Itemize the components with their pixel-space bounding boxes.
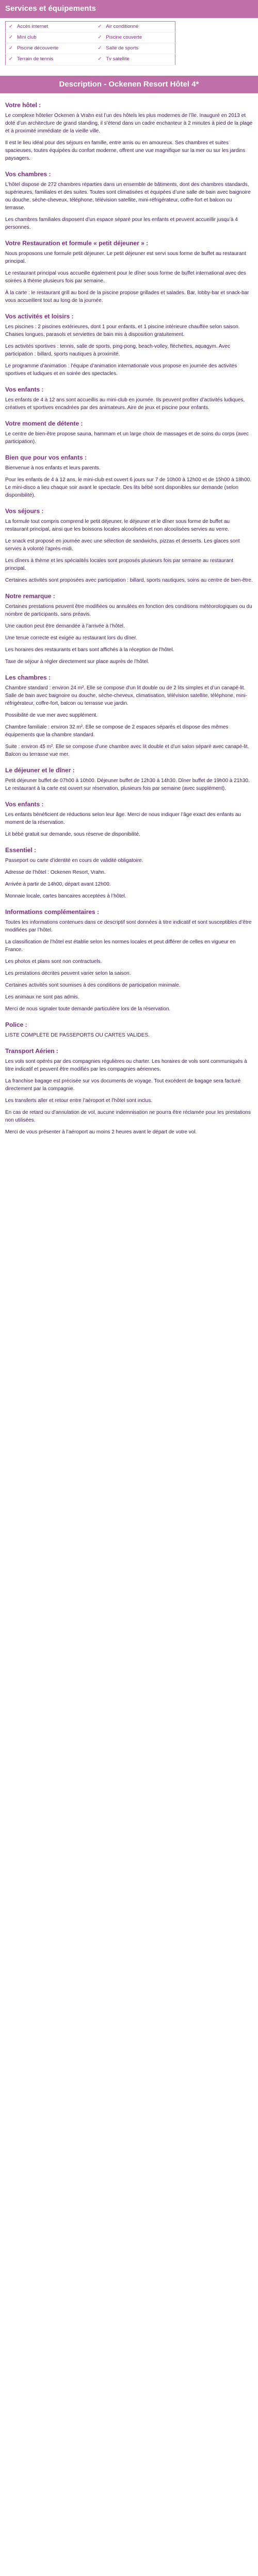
section-heading: Votre hôtel : [5, 101, 41, 109]
service-label: Piscine couverte [106, 34, 142, 40]
service-label: Tv satellite [106, 56, 130, 62]
section-paragraph: Une caution peut être demandée à l’arrivée à l’hôtel. [5, 623, 125, 629]
section-paragraph: En cas de retard ou d’annulation de vol, aucune indemnisation ne pourra être réclamée pour les prestations non utilisées. [5, 1110, 251, 1123]
section-paragraph: Pour les enfants de 4 à 12 ans, le mini-club est ouvert 6 jours sur 7 de 10h00 à 12h00 et de 15h00 à 18h00. Le mini-disco a lieu chaque soir avant le spectacle. Des lits bébé sont disponibles sur demande (selon disponibilité). [5, 477, 251, 498]
service-item [94, 21, 175, 32]
section-paragraph: Une tenue correcte est exigée au restaurant lors du dîner. [5, 635, 137, 641]
section-paragraph: Le complexe hôtelier Ockenen à Vrahn est l’un des hôtels les plus modernes de l’île. Inauguré en 2013 et doté d’un architecture de grand standing, il s’étend dans un cadre enchanteur à 2 minutes à pied de la plage et à proximité immédiate de la vieille ville. [5, 113, 253, 134]
check-icon: ✓ [98, 34, 102, 40]
section-paragraph: Les animaux ne sont pas admis. [5, 994, 79, 1000]
service-row [6, 54, 175, 65]
section-paragraph: LISTE COMPLÈTE DE PASSEPORTS OU CARTES VALIDES. [5, 1032, 150, 1038]
section-paragraph: Les piscines : 2 piscines extérieures, dont 1 pour enfants, et 1 piscine intérieure chauffée selon saison. Chaises longues, parasols et serviettes de bain mis à disposition gratuitement. [5, 324, 240, 337]
section-paragraph: Possibilité de vue mer avec supplément. [5, 713, 98, 718]
check-icon: ✓ [9, 34, 13, 40]
section-heading: Vos chambres : [5, 171, 51, 178]
check-icon: ✓ [9, 23, 13, 29]
section-heading: Le déjeuner et le dîner : [5, 767, 75, 774]
description-title: Description - Ockenen Resort Hôtel 4* [0, 76, 258, 94]
section-paragraph: Les vols sont opérés par des compagnies régulières ou charter. Les horaires de vols sont communiqués à titre indicatif et peuvent être modifiés par les compagnies aériennes. [5, 1059, 247, 1072]
section-heading: Police : [5, 1021, 27, 1028]
section-paragraph: Toutes les informations contenues dans ce descriptif sont données à titre indicatif et sont susceptibles d’être modifiées par l’hôtel. [5, 920, 252, 933]
check-icon: ✓ [9, 45, 13, 51]
section-heading: Vos enfants : [5, 386, 44, 393]
section-paragraph: Petit déjeuner buffet de 07h00 à 10h00. Déjeuner buffet de 12h30 à 14h30. Dîner buffet de 19h00 à 21h30. Le restaurant à la carte est ouvert sur réservation, plusieurs fois par semaine (avec supplément). [5, 778, 250, 791]
section-paragraph: Les chambres familiales disposent d’un espace séparé pour les enfants et peuvent accueillir jusqu’à 4 personnes. [5, 217, 238, 230]
section-paragraph: Bienvenue à nos enfants et leurs parents. [5, 465, 101, 471]
section-paragraph: Le programme d’animation : l’équipe d’animation internationale vous propose en journée des activités sportives et ludiques et en soirée des spectacles. [5, 363, 237, 377]
check-icon: ✓ [98, 56, 102, 62]
services-title: Services et équipements [0, 0, 258, 18]
section-paragraph: Les transferts aller et retour entre l’aéroport et l’hôtel sont inclus. [5, 1098, 153, 1104]
check-icon: ✓ [9, 56, 13, 62]
section-paragraph: Les enfants de 4 à 12 ans sont accueillis au mini-club en journée. Ils peuvent profiter d’activités ludiques, créatives et sportives encadrées par des animateurs. Aire de jeux et piscine pour enfants. [5, 397, 245, 411]
section-paragraph: Les prestations décrites peuvent varier selon la saison. [5, 971, 131, 976]
section-paragraph: Adresse de l’hôtel : Ockenen Resort, Vrahn. [5, 870, 106, 875]
section-heading: Les chambres : [5, 674, 51, 681]
section-paragraph: Certaines prestations peuvent être modifiées ou annulées en fonction des conditions météorologiques ou du nombre de participants, sans préavis. [5, 604, 252, 617]
service-item [6, 43, 95, 54]
service-label: Piscine découverte [17, 45, 59, 51]
service-label: Salle de sports [106, 45, 139, 51]
section-paragraph: Suite : environ 45 m². Elle se compose d’une chambre avec lit double et d’un salon séparé avec canapé-lit. Balcon ou terrasse vue mer. [5, 744, 249, 757]
check-icon: ✓ [98, 23, 102, 29]
description-body [0, 100, 258, 1136]
service-label: Accès internet [17, 23, 49, 29]
section-paragraph: Les dîners à thème et les spécialités locales sont proposés plusieurs fois par semaine au restaurant principal. [5, 558, 233, 571]
service-label: Air conditionné [106, 23, 139, 29]
section-heading: Bien que pour vos enfants : [5, 454, 87, 461]
section-paragraph: Taxe de séjour à régler directement sur place auprès de l’hôtel. [5, 659, 150, 665]
section-paragraph: Le centre de bien-être propose sauna, hammam et un large choix de massages et de soins du corps (avec participation). [5, 431, 249, 445]
service-item [94, 32, 175, 43]
section-heading: Notre remarque : [5, 592, 55, 600]
section-heading: Vos activités et loisirs : [5, 313, 74, 320]
section-paragraph: L’hôtel dispose de 272 chambres réparties dans un ensemble de bâtiments, dont des chambres standards, supérieures, familiales et des suites. Toutes sont climatisées et équipées d’une salle de bain avec baignoire ou douche, sèche-cheveux, téléphone, télévision satellite, mini-réfrigérateur, coffre-fort et balcon ou terrasse. [5, 182, 251, 211]
services-table [5, 21, 175, 65]
section-paragraph: Chambre familiale : environ 32 m². Elle se compose de 2 espaces séparés et dispose des mêmes équipements que la chambre standard. [5, 724, 229, 738]
section-paragraph: Merci de nous signaler toute demande particulière lors de la réservation. [5, 1006, 171, 1012]
service-label: Terrain de tennis [17, 56, 54, 62]
section-paragraph: Monnaie locale, cartes bancaires acceptées à l’hôtel. [5, 893, 126, 899]
service-item [6, 21, 95, 32]
service-row [6, 32, 175, 43]
section-heading: Transport Aérien : [5, 1047, 58, 1055]
check-icon: ✓ [98, 45, 102, 51]
service-row [6, 21, 175, 32]
section-heading: Vos séjours : [5, 507, 44, 515]
section-paragraph: Le snack est proposé en journée avec une sélection de sandwichs, pizzas et desserts. Les glaces sont servies à volonté l’après-midi. [5, 538, 240, 552]
section-heading: Votre Restauration et formule « petit déjeuner » : [5, 240, 149, 247]
section-paragraph: La classification de l’hôtel est établie selon les normes locales et peut différer de celles en vigueur en France. [5, 939, 236, 953]
section-paragraph: Les activités sportives : tennis, salle de sports, ping-pong, beach-volley, fléchettes, aquagym. Avec participation : billard, sports nautiques à proximité. [5, 344, 230, 357]
section-paragraph: Certaines activités sont proposées avec participation : billard, sports nautiques, soins au centre de bien-être. [5, 578, 253, 583]
section-paragraph: Il est le lieu idéal pour des séjours en famille, entre amis ou en amoureux. Ses chambres et suites spacieuses, toutes équipées du confort moderne, offrent une vue magnifique sur la mer ou sur les jardins paysagers. [5, 140, 246, 161]
service-item [94, 54, 175, 65]
section-paragraph: Passeport ou carte d’identité en cours de validité obligatoire. [5, 858, 143, 863]
section-paragraph: Les enfants bénéficient de réductions selon leur âge. Merci de nous indiquer l’âge exact des enfants au moment de la réservation. [5, 812, 241, 825]
section-paragraph: Les horaires des restaurants et bars sont affichés à la réception de l’hôtel. [5, 647, 174, 653]
section-paragraph: La formule tout compris comprend le petit déjeuner, le déjeuner et le dîner sous forme de buffet au restaurant principal, ainsi que les boissons locales alcoolisées et non alcoolisées servies au verre. [5, 519, 230, 532]
section-paragraph: Les photos et plans sont non contractuels. [5, 959, 102, 964]
section-heading: Votre moment de détente : [5, 420, 83, 427]
service-row [6, 43, 175, 54]
page [0, 0, 258, 1136]
service-label: Mini club [17, 34, 37, 40]
section-paragraph: Arrivée à partir de 14h00, départ avant 12h00. [5, 882, 111, 887]
section-heading: Vos enfants : [5, 801, 44, 808]
service-item [6, 54, 95, 65]
section-paragraph: Lit bébé gratuit sur demande, sous réserve de disponibilité. [5, 832, 140, 837]
section-heading: Essentiel : [5, 846, 37, 854]
section-paragraph: Chambre standard : environ 24 m². Elle se compose d’un lit double ou de 2 lits simples et d’un canapé-lit. Salle de bain avec baignoire ou douche, sèche-cheveux, climatisation, télévision satellite, téléphone, mini-réfrigérateur, coffre-fort, balcon ou terrasse vue jardin. [5, 685, 248, 706]
service-item [94, 43, 175, 54]
section-paragraph: Merci de vous présenter à l’aéroport au moins 2 heures avant le départ de votre vol. [5, 1129, 197, 1135]
section-paragraph: À la carte : le restaurant grill au bord de la piscine propose grillades et salades. Bar, lobby-bar et snack-bar vous accueillent tout au long de la journée. [5, 290, 249, 303]
section-paragraph: Certaines activités sont soumises à des conditions de participation minimale. [5, 982, 181, 988]
service-item [6, 32, 95, 43]
section-paragraph: Le restaurant principal vous accueille également pour le dîner sous forme de buffet international avec des soirées à thème plusieurs fois par semaine. [5, 270, 246, 284]
section-paragraph: La franchise bagage est précisée sur vos documents de voyage. Tout excédent de bagage sera facturé directement par la compagnie. [5, 1078, 241, 1092]
section-paragraph: Nous proposons une formule petit déjeuner. Le petit déjeuner est servi sous forme de buffet au restaurant principal. [5, 251, 246, 264]
section-heading: Informations complémentaires : [5, 908, 100, 916]
